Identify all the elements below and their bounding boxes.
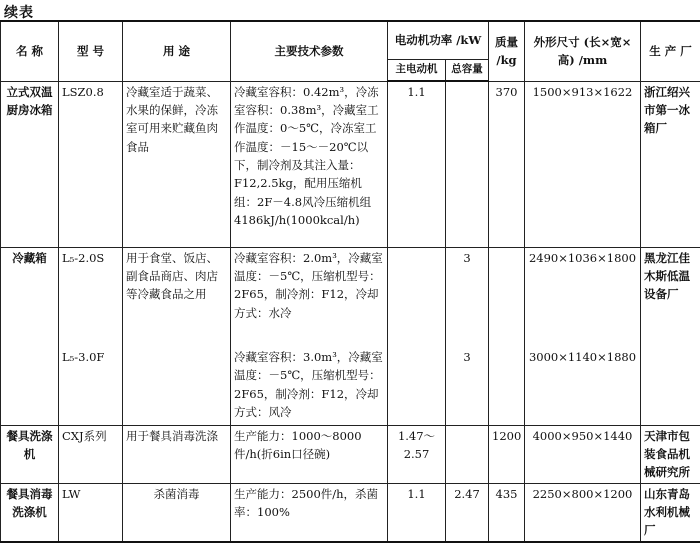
table-row	[1, 247, 700, 347]
cell-tech: 冷藏室容积：0.42m³，冷冻室容积：0.38m³，冷藏室工作温度：0～5℃，冷冻室工作温度：－15～－20℃以下，制冷剂及其注入量：F12,2.5kg，配用压缩机组：2F－4.8风冷压缩机组4186kJ/h(1000kcal/h)	[231, 81, 388, 247]
cell-power-main	[388, 247, 446, 347]
cell-use: 冷藏室适于蔬菜、水果的保鲜，冷冻室可用来贮藏鱼肉食品	[123, 81, 231, 247]
cell-use: 用于餐具消毒洗涤	[123, 425, 231, 483]
header-power-total: 总容量	[446, 59, 489, 81]
header-use: 用 途	[123, 21, 231, 81]
cell-name: 立式双温厨房冰箱	[1, 81, 59, 247]
header-maker: 生 产 厂	[641, 21, 700, 81]
cell-maker: 山东青岛水利机械厂	[641, 483, 700, 542]
cell-name: 餐具洗涤机	[1, 425, 59, 483]
cell-model: L₅-2.0S	[59, 247, 123, 347]
header-power-main: 主电动机	[388, 59, 446, 81]
cell-dims: 2250×800×1200	[525, 483, 641, 542]
header-mass: 质量 /kg	[489, 21, 525, 81]
cell-power-main: 1.1	[388, 81, 446, 247]
table-row	[1, 483, 700, 542]
table-caption: 续表	[4, 2, 34, 22]
cell-use	[123, 347, 231, 425]
cell-maker: 浙江绍兴市第一冰箱厂	[641, 81, 700, 247]
cell-maker: 天津市包装食品机械研究所	[641, 425, 700, 483]
cell-mass: 1200	[489, 425, 525, 483]
table-row	[1, 81, 700, 247]
cell-dims: 3000×1140×1880	[525, 347, 641, 425]
cell-use: 用于食堂、饭店、副食品商店、肉店等冷藏食品之用	[123, 247, 231, 347]
header-name: 名 称	[1, 21, 59, 81]
cell-name: 冷藏箱	[1, 247, 59, 347]
cell-model: LSZ0.8	[59, 81, 123, 247]
cell-maker: 黑龙江佳木斯低温设备厂	[641, 247, 700, 347]
table-row	[1, 425, 700, 483]
cell-tech: 生产能力：2500件/h，杀菌率：100%	[231, 483, 388, 542]
cell-power-main	[388, 347, 446, 425]
cell-power-total: 3	[446, 247, 489, 347]
cell-dims: 1500×913×1622	[525, 81, 641, 247]
cell-tech: 冷藏室容积：2.0m³，冷藏室温度：－5℃，压缩机型号：2F65，制冷剂：F12，冷却方式：水冷	[231, 247, 388, 347]
cell-power-total	[446, 81, 489, 247]
cell-model: L₅-3.0F	[59, 347, 123, 425]
cell-tech: 冷藏室容积：3.0m³，冷藏室温度：－5℃，压缩机型号：2F65，制冷剂：F12，冷却方式：风冷	[231, 347, 388, 425]
cell-power-main: 1.47～2.57	[388, 425, 446, 483]
equipment-table	[0, 20, 700, 543]
header-tech: 主要技术参数	[231, 21, 388, 81]
cell-power-total	[446, 425, 489, 483]
cell-mass	[489, 347, 525, 425]
cell-power-main: 1.1	[388, 483, 446, 542]
header-dims: 外形尺寸 (长×宽×高) /mm	[525, 21, 641, 81]
cell-tech: 生产能力：1000～8000件/h(折6in口径碗)	[231, 425, 388, 483]
cell-mass: 370	[489, 81, 525, 247]
cell-power-total: 2.47	[446, 483, 489, 542]
cell-mass: 435	[489, 483, 525, 542]
cell-power-total: 3	[446, 347, 489, 425]
cell-maker	[641, 347, 700, 425]
cell-model: LW	[59, 483, 123, 542]
cell-dims: 4000×950×1440	[525, 425, 641, 483]
header-model: 型 号	[59, 21, 123, 81]
cell-use: 杀菌消毒	[123, 483, 231, 542]
cell-name: 餐具消毒洗涤机	[1, 483, 59, 542]
header-power: 电动机功率 /kW	[388, 21, 489, 59]
cell-name	[1, 347, 59, 425]
cell-dims: 2490×1036×1800	[525, 247, 641, 347]
cell-model: CXJ系列	[59, 425, 123, 483]
table-row	[1, 347, 700, 425]
cell-mass	[489, 247, 525, 347]
